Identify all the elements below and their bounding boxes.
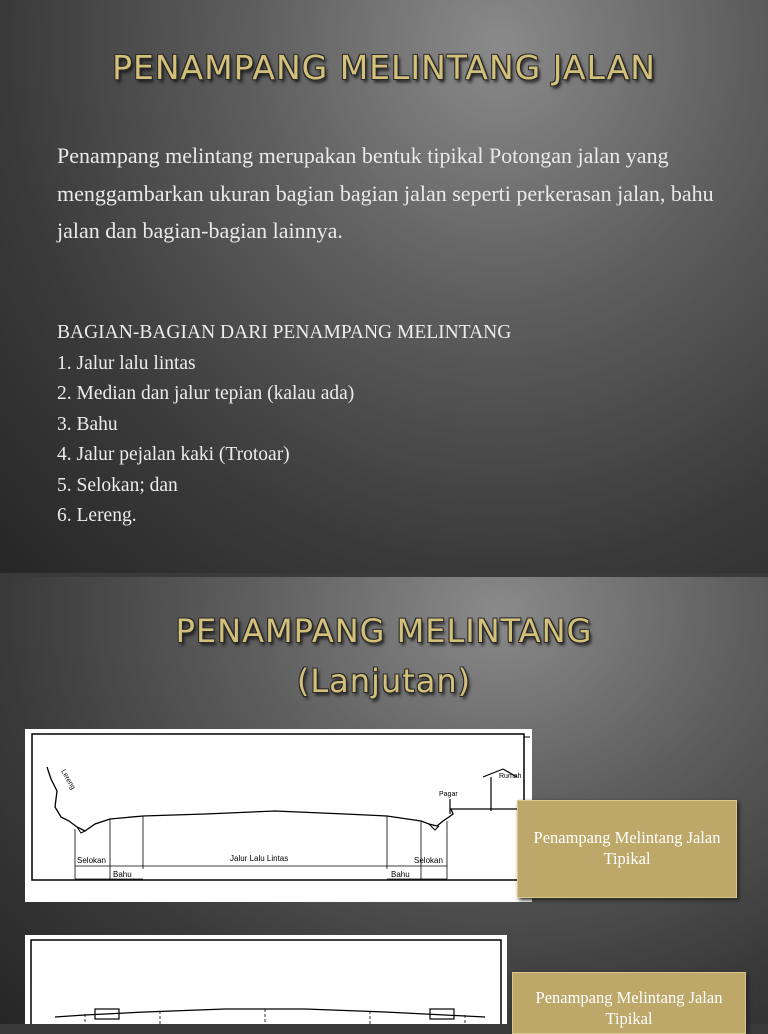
cross-section-figure-2: [25, 935, 507, 1024]
caption-box-1: [517, 800, 737, 898]
caption-1-text: Penampang Melintang Jalan Tipikal: [533, 828, 721, 868]
caption-2-text: Penampang Melintang Jalan Tipikal: [535, 988, 723, 1028]
list-item: 1. Jalur lalu lintas: [57, 352, 196, 374]
list-item: 6. Lereng.: [57, 505, 137, 526]
caption-box-2: [512, 972, 746, 1034]
slide-2-subtitle: (Lanjutan): [296, 662, 472, 700]
list-heading: BAGIAN-BAGIAN DARI PENAMPANG MELINTANG: [57, 322, 512, 343]
cross-section-drawing-1: [25, 729, 532, 902]
label-bahu-left: Bahu: [113, 870, 132, 879]
label-selokan-left: Selokan: [77, 856, 106, 865]
cross-section-figure-1: [25, 729, 532, 902]
cross-section-drawing-2: [25, 935, 507, 1024]
parts-list: [57, 318, 707, 532]
slide-1-title: PENAMPANG MELINTANG JALAN: [112, 48, 656, 87]
label-selokan-right: Selokan: [414, 856, 443, 865]
label-pagar: Pagar: [439, 791, 458, 798]
slide-2-title: PENAMPANG MELINTANG: [175, 612, 593, 650]
list-item: 2. Median dan jalur tepian (kalau ada): [57, 383, 355, 404]
intro-paragraph: Penampang melintang merupakan bentuk tipikal Potongan jalan yang menggambarkan ukuran bagian bagian jalan seperti perkerasan jalan, bahu jalan dan bagian-bagian lainnya.: [57, 143, 714, 243]
label-lereng: Lereng: [59, 768, 77, 791]
list-item: 5. Selokan; dan: [57, 474, 178, 496]
label-rumah: Rumah: [499, 773, 522, 780]
list-item: 3. Bahu: [57, 413, 118, 435]
label-bahu-right: Bahu: [391, 870, 410, 879]
list-item: 4. Jalur pejalan kaki (Trotoar): [57, 444, 290, 465]
label-jalur-lalu-lintas: Jalur Lalu Lintas: [230, 854, 289, 863]
